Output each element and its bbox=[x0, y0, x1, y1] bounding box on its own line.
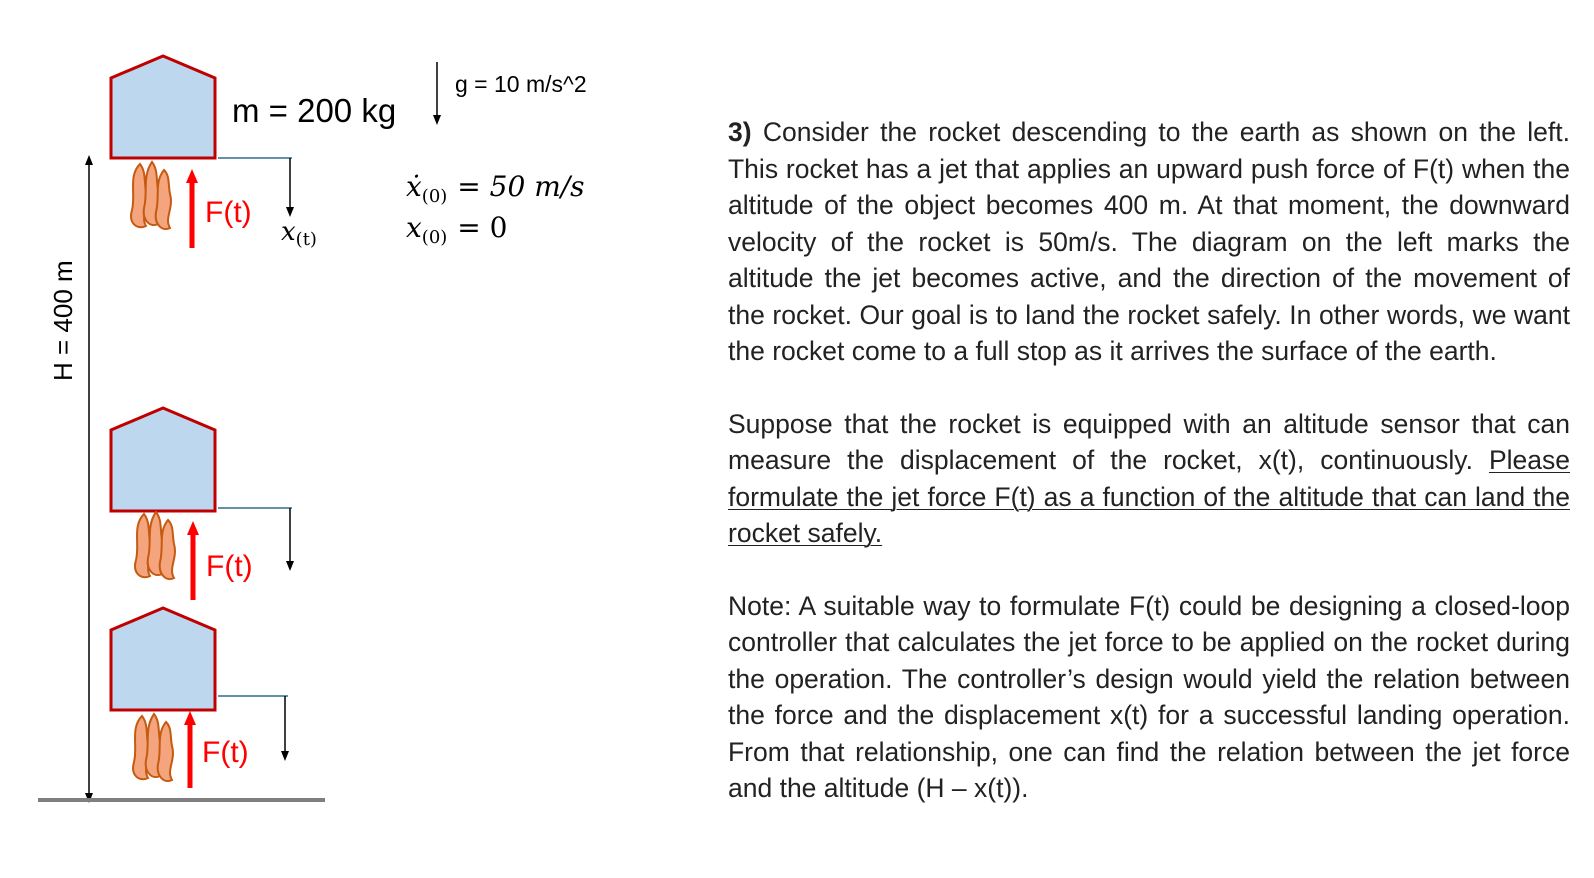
flame-icon bbox=[133, 714, 173, 781]
problem-number: 3) bbox=[728, 117, 752, 147]
problem-paragraph-2 bbox=[728, 406, 1570, 552]
rocket-body bbox=[111, 408, 215, 511]
flame-icon bbox=[135, 512, 175, 579]
height-label: H = 400 m bbox=[48, 260, 78, 381]
sensor-description: Suppose that the rocket is equipped with an altitude sensor that can measure the displacement of the rocket, x(t), continuously. bbox=[728, 408, 1570, 475]
initial-velocity: ẋ$_{(0)}$ = 50 m/s bbox=[406, 170, 585, 207]
problem-paragraph-1 bbox=[728, 114, 1570, 370]
rocket-bottom bbox=[111, 608, 288, 788]
force-label: F(t) bbox=[206, 550, 253, 583]
rocket-body bbox=[111, 608, 215, 710]
force-label: F(t) bbox=[202, 736, 249, 769]
problem-note: Note: A suitable way to formulate F(t) could be designing a closed-loop controller that calculates the jet force to be applied on the rocket during the operation. The controller’s design would yield the relation between the force and the displacement x(t) for a successful landing operation. From that relationship, one can find the relation between the jet force and the altitude (H – x(t)). bbox=[728, 590, 1570, 803]
initial-position: $x_{(0)} = 0$ bbox=[406, 211, 508, 248]
rocket-body bbox=[111, 56, 215, 158]
mass-label: m = 200 kg bbox=[232, 92, 397, 129]
rocket-top bbox=[111, 56, 317, 250]
flame-icon bbox=[131, 162, 171, 229]
task-statement: Please formulate the jet force F(t) as a function of the altitude that can land the rocket safely. bbox=[728, 445, 1570, 548]
gravity-label: g = 10 m/s^2 bbox=[455, 71, 587, 97]
problem-statement bbox=[728, 114, 1570, 843]
rocket-landing-diagram bbox=[0, 0, 660, 878]
rocket-middle bbox=[111, 408, 292, 600]
force-label: F(t) bbox=[205, 196, 252, 229]
problem-description: Consider the rocket descending to the earth as shown on the left. This rocket has a jet that applies an upward push force of F(t) when the altitude of the object becomes 400 m. At that moment, the downward velocity of the rocket is 50m/s. The diagram on the left marks the altitude the jet becomes active, and the direction of the movement of the rocket. Our goal is to land the rocket safely. In other words, we want the rocket come to a full stop as it arrives the surface of the earth. bbox=[728, 117, 1570, 366]
displacement-label: x(t) bbox=[281, 217, 317, 250]
